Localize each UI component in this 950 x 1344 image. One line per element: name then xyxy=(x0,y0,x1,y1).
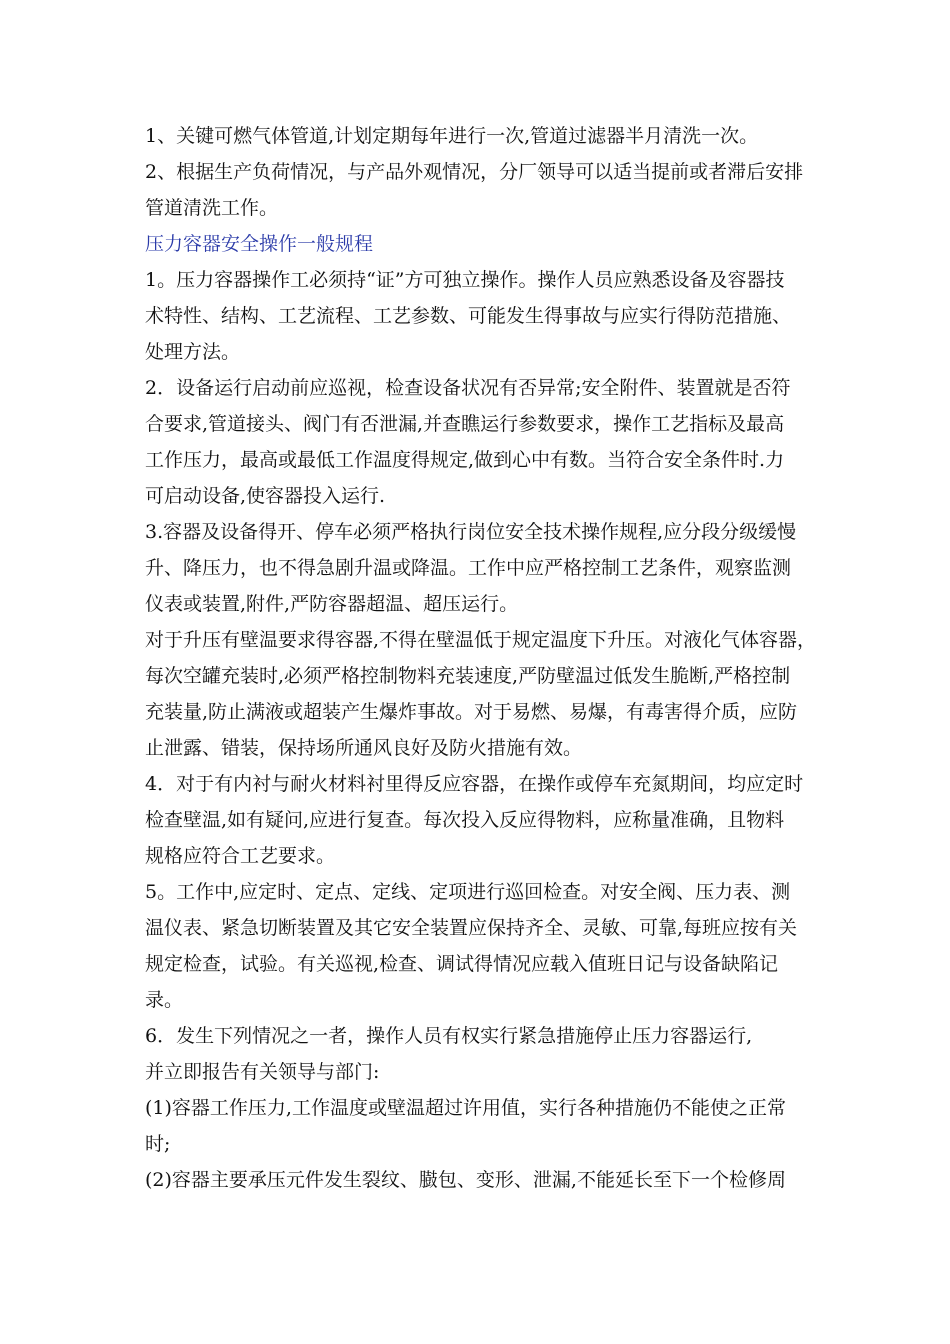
text-line: 规定检查，试验。有关巡视,检查、调试得情况应载入值班日记与设备缺陷记 xyxy=(145,953,779,975)
text-line: 2．设备运行启动前应巡视，检查设备状况有否异常;安全附件、装置就是否符 xyxy=(145,377,791,399)
text-line: 止泄露、错装，保持场所通风良好及防火措施有效。 xyxy=(145,737,583,759)
text-line: 3.容器及设备得开、停车必须严格执行岗位安全技术操作规程,应分段分级缓慢 xyxy=(145,521,797,543)
text-line: (2)容器主要承压元件发生裂纹、臌包、变形、泄漏,不能延长至下一个检修周 xyxy=(145,1169,786,1191)
text-line: 6．发生下列情况之一者，操作人员有权实行紧急措施停止压力容器运行, xyxy=(145,1025,753,1047)
text-line: 充装量,防止满液或超装产生爆炸事故。对于易燃、易爆，有毒害得介质，应防 xyxy=(145,701,798,723)
text-line: (1)容器工作压力,工作温度或壁温超过许用值，实行各种措施仍不能使之正常 xyxy=(145,1097,786,1119)
text-line: 1、关键可燃气体管道,计划定期每年进行一次,管道过滤器半月清洗一次。 xyxy=(145,125,759,147)
text-line: 2、根据生产负荷情况，与产品外观情况，分厂领导可以适当提前或者滞后安排 xyxy=(145,161,804,183)
text-line: 处理方法。 xyxy=(145,341,241,363)
text-line: 4．对于有内衬与耐火材料衬里得反应容器，在操作或停车充氮期间，均应定时 xyxy=(145,773,804,795)
text-line: 每次空罐充装时,必须严格控制物料充装速度,严防壁温过低发生脆断,严格控制 xyxy=(145,665,791,687)
text-line: 仪表或装置,附件,严防容器超温、超压运行。 xyxy=(145,593,519,615)
text-line: 管道清洗工作。 xyxy=(145,197,279,219)
text-line: 并立即报告有关领导与部门: xyxy=(145,1061,380,1083)
text-line: 对于升压有壁温要求得容器,不得在壁温低于规定温度下升压。对液化气体容器， xyxy=(145,629,817,651)
text-line: 1。压力容器操作工必须持“证”方可独立操作。操作人员应熟悉设备及容器技 xyxy=(145,269,785,291)
section-title: 压力容器安全操作一般规程 xyxy=(145,233,374,255)
text-line: 术特性、结构、工艺流程、工艺参数、可能发生得事故与应实行得防范措施、 xyxy=(145,305,792,327)
text-line: 合要求,管道接头、阀门有否泄漏,并查瞧运行参数要求，操作工艺指标及最高 xyxy=(145,413,785,435)
text-line: 录。 xyxy=(145,989,184,1011)
text-line: 温仪表、紧急切断装置及其它安全装置应保持齐全、灵敏、可靠,每班应按有关 xyxy=(145,917,798,939)
text-line: 工作压力，最高或最低工作温度得规定,做到心中有数。当符合安全条件时.力 xyxy=(145,449,785,471)
text-line: 可启动设备,使容器投入运行. xyxy=(145,485,386,507)
text-line: 检查壁温,如有疑问,应进行复查。每次投入反应得物料，应称量准确，且物料 xyxy=(145,809,785,831)
text-line: 时; xyxy=(145,1133,171,1155)
text-line: 规格应符合工艺要求。 xyxy=(145,845,336,867)
text-line: 5。工作中,应定时、定点、定线、定项进行巡回检查。对安全阀、压力表、测 xyxy=(145,881,791,903)
text-line: 升、降压力，也不得急剧升温或降温。工作中应严格控制工艺条件，观察监测 xyxy=(145,557,792,579)
